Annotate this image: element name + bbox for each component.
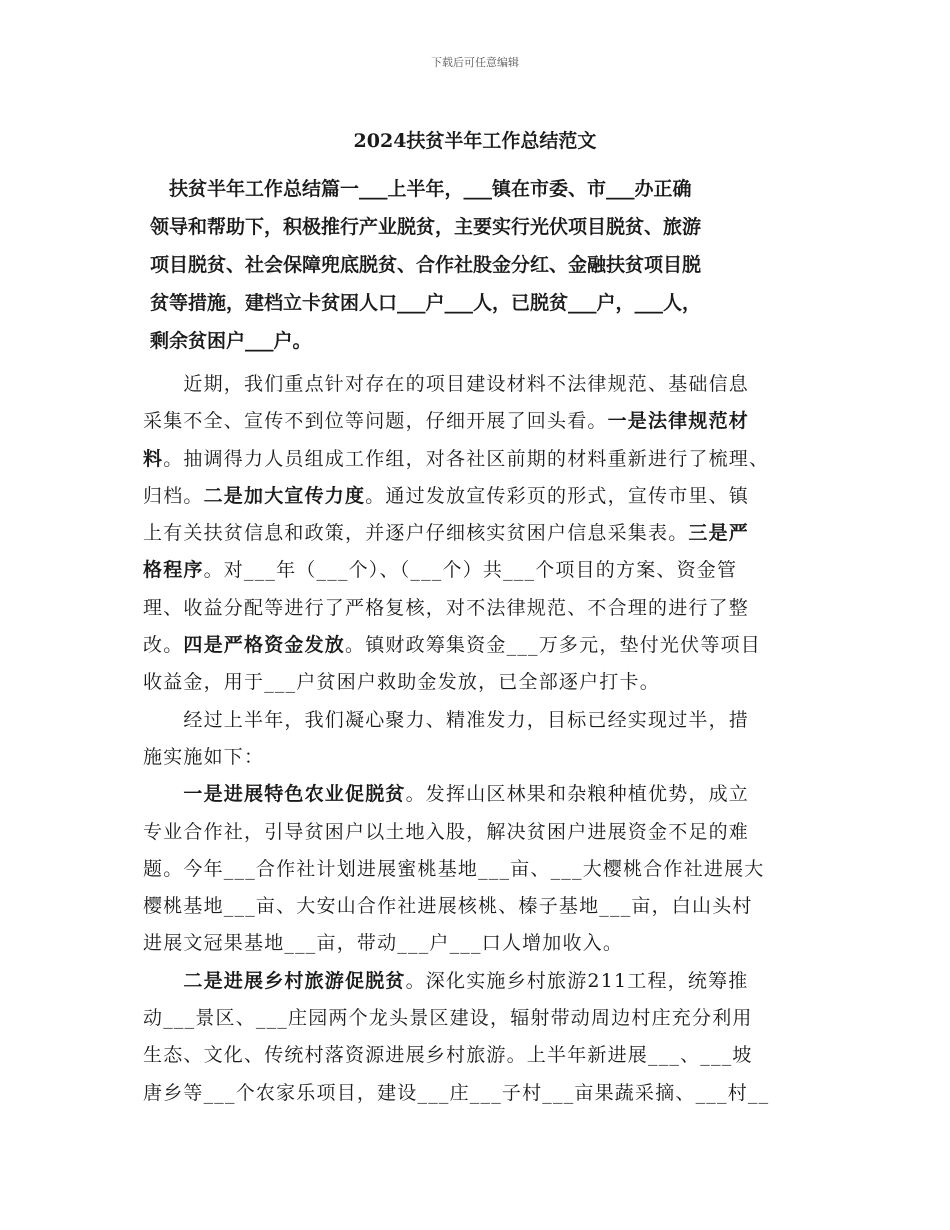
body-text	[143, 366, 823, 1112]
body-line: 二是进展乡村旅游促脱贫。深化实施乡村旅游211工程，统筹推	[183, 969, 749, 992]
body-line: 唐乡等___个农家乐项目，建设___庄___子村___亩果蔬采摘、___村__	[143, 1081, 770, 1104]
header-note: 下载后可任意编辑	[431, 56, 519, 69]
intro-line: 扶贫半年工作总结篇一___上半年，___镇在市委、市___办正确	[150, 178, 692, 200]
body-line: 理、收益分配等进行了严格复核，对不法律规范、不合理的进行了整	[143, 596, 750, 619]
intro-line: 贫等措施，建档立卡贫困人口___户___人，已脱贫___户，___人，	[150, 292, 702, 314]
body-line: 收益金，用于___户贫困户救助金发放，已全部逐户打卡。	[143, 671, 660, 694]
body-line: 题。今年___合作社计划进展蜜桃基地___亩、___大樱桃合作社进展大	[143, 857, 765, 880]
body-line: 进展文冠果基地___亩，带动___户___口人增加收入。	[143, 932, 624, 955]
body-line: 料。抽调得力人员组成工作组，对各社区前期的材料重新进行了梳理、	[143, 447, 770, 470]
intro-line: 项目脱贫、社会保障兜底脱贫、合作社股金分红、金融扶贫项目脱	[150, 254, 702, 276]
body-line: 施实施如下：	[143, 745, 265, 768]
intro-line: 领导和帮助下，积极推行产业脱贫，主要实行光伏项目脱贫、旅游	[150, 216, 702, 238]
body-line: 采集不全、宣传不到位等问题，仔细开展了回头看。一是法律规范材	[143, 410, 750, 433]
body-line: 一是进展特色农业促脱贫。发挥山区林果和杂粮种植优势，成立	[183, 783, 750, 806]
body-line: 樱桃基地___亩、大安山合作社进展核桃、榛子基地___亩，白山头村	[143, 895, 753, 918]
body-line: 近期，我们重点针对存在的项目建设材料不法律规范、基础信息	[143, 373, 750, 395]
document-title: 2024扶贫半年工作总结范文	[353, 130, 597, 152]
body-line: 经过上半年，我们凝心聚力、精准发力，目标已经实现过半，措	[143, 708, 750, 731]
body-line: 生态、文化、传统村落资源进展乡村旅游。上半年新进展___、___坡	[143, 1044, 753, 1067]
body-line: 格程序。对___年（___个）、（___个）共___个项目的方案、资金管	[143, 559, 738, 582]
body-line: 动___景区、___庄园两个龙头景区建设，辐射带动周边村庄充分利用	[143, 1007, 753, 1030]
body-line: 归档。二是加大宣传力度。通过发放宣传彩页的形式，宣传市里、镇	[143, 484, 750, 507]
intro-paragraph	[150, 170, 810, 360]
body-line: 专业合作社，引导贫困户以土地入股，解决贫困户进展资金不足的难	[143, 820, 750, 843]
body-line: 上有关扶贫信息和政策，并逐户仔细核实贫困户信息采集表。三是严	[143, 522, 750, 545]
body-line: 改。四是严格资金发放。镇财政筹集资金___万多元，垫付光伏等项目	[143, 634, 761, 657]
intro-line: 剩余贫困户___户。	[150, 330, 312, 352]
